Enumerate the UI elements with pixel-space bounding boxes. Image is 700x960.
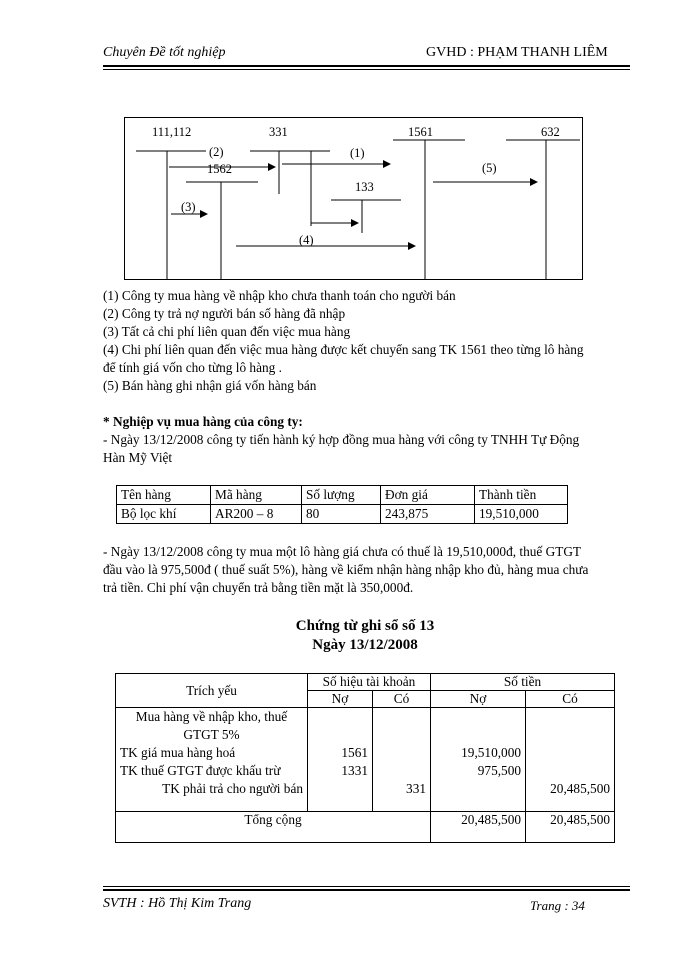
step-3-label: (3) bbox=[181, 200, 196, 214]
account-1562-label: 1562 bbox=[207, 162, 232, 176]
voucher-col-amt-co: Có bbox=[526, 691, 615, 708]
para1-line2: Hàn Mỹ Việt bbox=[103, 450, 173, 465]
voucher-no-amt: 975,500 bbox=[477, 763, 521, 778]
goods-col-name: Tên hàng bbox=[117, 486, 211, 505]
note-2: (2) Công ty trả nợ người bán số hàng đã nhập bbox=[103, 306, 346, 321]
para2-line2: đầu vào là 975,500đ ( thuế suất 5%), hàng về kiểm nhận hàng nhập kho đủ, hàng mua chưa bbox=[103, 562, 589, 577]
section-title: * Nghiệp vụ mua hàng của công ty: bbox=[103, 414, 303, 429]
goods-table bbox=[116, 485, 568, 524]
para2-line1: - Ngày 13/12/2008 công ty mua một lô hàng giá chưa có thuế là 19,510,000đ, thuế GTGT bbox=[103, 544, 582, 559]
purchase-detail-paragraph bbox=[103, 543, 663, 597]
para2-line3: trả tiền. Chi phí vận chuyển trả bằng tiền mặt là 350,000đ. bbox=[103, 580, 414, 595]
voucher-row-desc: TK giá mua hàng hoá bbox=[120, 745, 236, 760]
voucher-col-amount: Số tiền bbox=[431, 674, 615, 691]
goods-cell-price: 243,875 bbox=[381, 505, 475, 524]
goods-table-header bbox=[117, 486, 568, 505]
voucher-col-acct-co: Có bbox=[373, 691, 431, 708]
note-3: (3) Tất cả chi phí liên quan đến việc mua hàng bbox=[103, 324, 351, 339]
goods-cell-code: AR200 – 8 bbox=[211, 505, 302, 524]
voucher-total-co: 20,485,500 bbox=[526, 812, 615, 843]
header-left: Chuyên Đề tốt nghiệp bbox=[103, 45, 226, 60]
voucher-desc-line1: Mua hàng về nhập kho, thuế bbox=[135, 709, 288, 724]
goods-cell-name: Bộ lọc khí bbox=[117, 505, 211, 524]
goods-col-price: Đơn giá bbox=[381, 486, 475, 505]
footer-rule-thick bbox=[103, 889, 630, 891]
account-111-112-label: 111,112 bbox=[152, 125, 192, 139]
voucher-col-account: Số hiệu tài khoản bbox=[308, 674, 431, 691]
voucher-row-desc: TK phải trả cho người bán bbox=[162, 781, 303, 796]
goods-col-code: Mã hàng bbox=[211, 486, 302, 505]
voucher-co-acct: 331 bbox=[406, 781, 426, 796]
voucher-col-amt-no: Nợ bbox=[431, 691, 526, 708]
diagram-notes bbox=[103, 287, 663, 395]
note-4: (4) Chi phí liên quan đến việc mua hàng được kết chuyển sang TK 1561 theo từng lô hàng bbox=[103, 342, 584, 357]
goods-cell-qty: 80 bbox=[302, 505, 381, 524]
goods-col-qty: Số lượng bbox=[302, 486, 381, 505]
table-row bbox=[117, 505, 568, 524]
account-1561-label: 1561 bbox=[408, 125, 433, 139]
step-4-label: (4) bbox=[299, 233, 314, 247]
header-rule-thick bbox=[103, 65, 630, 67]
voucher-no-amt: 19,510,000 bbox=[461, 745, 521, 760]
note-5: (5) Bán hàng ghi nhận giá vốn hàng bán bbox=[103, 378, 317, 393]
account-632-label: 632 bbox=[541, 125, 560, 139]
footer-left: SVTH : Hồ Thị Kim Trang bbox=[103, 896, 252, 911]
purchase-contract-paragraph bbox=[103, 431, 663, 467]
voucher-title: Chứng từ ghi sổ số 13 bbox=[295, 618, 435, 634]
note-1: (1) Công ty mua hàng về nhập kho chưa thanh toán cho người bán bbox=[103, 288, 456, 303]
note-4-cont: để tính giá vốn cho từng lô hàng . bbox=[103, 360, 282, 375]
voucher-header-row-1 bbox=[116, 674, 615, 691]
voucher-total-row bbox=[116, 812, 615, 843]
voucher-row-desc: TK thuế GTGT được khấu trừ bbox=[120, 763, 281, 778]
account-331-label: 331 bbox=[269, 125, 288, 139]
voucher-date: Ngày 13/12/2008 bbox=[312, 637, 418, 653]
goods-cell-total: 19,510,000 bbox=[475, 505, 568, 524]
header-rule-thin bbox=[103, 69, 630, 70]
footer-rule-thin bbox=[103, 886, 630, 887]
account-133-label: 133 bbox=[355, 180, 374, 194]
voucher-no-acct: 1331 bbox=[341, 763, 368, 778]
header-right: GVHD : PHẠM THANH LIÊM bbox=[426, 45, 608, 60]
table-row bbox=[116, 708, 615, 812]
t-account-diagram bbox=[124, 117, 583, 280]
step-5-label: (5) bbox=[482, 161, 497, 175]
voucher-total-label: Tổng cộng bbox=[116, 812, 431, 843]
voucher-co-amt: 20,485,500 bbox=[550, 781, 610, 796]
voucher-no-acct: 1561 bbox=[341, 745, 368, 760]
voucher-col-desc: Trích yếu bbox=[116, 674, 308, 708]
step-1-label: (1) bbox=[350, 146, 365, 160]
footer-right: Trang : 34 bbox=[530, 898, 585, 913]
voucher-desc-line2: GTGT 5% bbox=[183, 727, 240, 742]
para1-line1: - Ngày 13/12/2008 công ty tiến hành ký hợp đồng mua hàng với công ty TNHH Tự Động bbox=[103, 432, 580, 447]
voucher-table bbox=[115, 673, 615, 843]
goods-col-total: Thành tiền bbox=[475, 486, 568, 505]
step-2-label: (2) bbox=[209, 145, 224, 159]
voucher-total-no: 20,485,500 bbox=[431, 812, 526, 843]
voucher-col-acct-no: Nợ bbox=[308, 691, 373, 708]
